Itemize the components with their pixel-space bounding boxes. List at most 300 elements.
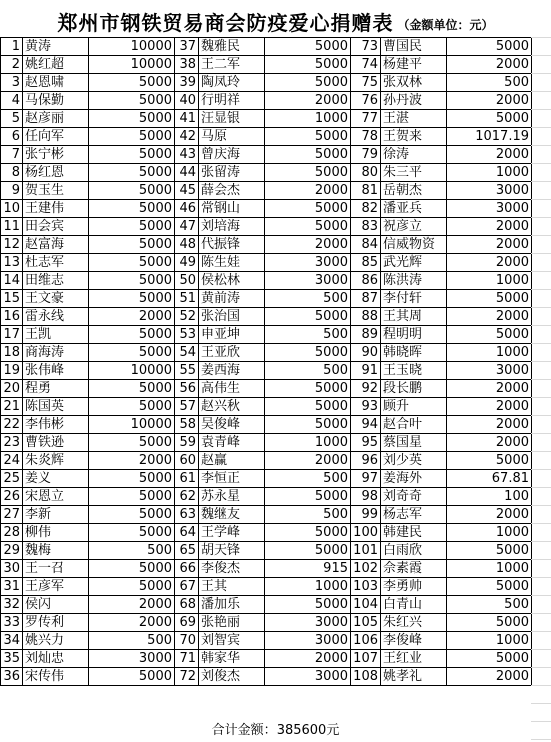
entry-number: 75 xyxy=(351,74,381,92)
donation-amount: 5000 xyxy=(265,488,351,506)
donation-amount: 5000 xyxy=(89,146,175,164)
donor-name: 姜义 xyxy=(23,470,89,488)
donor-name: 朱红兴 xyxy=(381,614,447,632)
donation-amount: 1000 xyxy=(447,164,532,182)
entry-number: 15 xyxy=(1,290,23,308)
donation-amount: 2000 xyxy=(447,218,532,236)
entry-number: 46 xyxy=(175,200,199,218)
table-row xyxy=(1,380,532,398)
entry-number: 24 xyxy=(1,452,23,470)
table-row xyxy=(1,218,532,236)
donor-name: 白青山 xyxy=(381,596,447,614)
donation-amount: 1000 xyxy=(265,434,351,452)
entry-number: 93 xyxy=(351,398,381,416)
table-row xyxy=(1,344,532,362)
donation-amount: 2000 xyxy=(447,434,532,452)
donation-amount: 2000 xyxy=(447,254,532,272)
entry-number: 71 xyxy=(175,650,199,668)
donation-amount: 2000 xyxy=(447,398,532,416)
donation-amount: 2000 xyxy=(89,614,175,632)
donation-amount: 2000 xyxy=(265,92,351,110)
donor-name: 刘培海 xyxy=(199,218,265,236)
entry-number: 89 xyxy=(351,326,381,344)
total-value: 385600元 xyxy=(276,723,340,738)
table-row xyxy=(1,632,532,650)
donor-name: 商海涛 xyxy=(23,344,89,362)
donor-name: 李俊峰 xyxy=(381,632,447,650)
donation-amount: 500 xyxy=(265,506,351,524)
donor-name: 张治国 xyxy=(199,308,265,326)
donor-name: 杜志军 xyxy=(23,254,89,272)
entry-number: 97 xyxy=(351,470,381,488)
donor-name: 蔡国星 xyxy=(381,434,447,452)
donor-name: 田维志 xyxy=(23,272,89,290)
donation-amount: 10000 xyxy=(89,362,175,380)
donation-amount: 1017.19 xyxy=(447,128,532,146)
entry-number: 32 xyxy=(1,596,23,614)
donation-amount: 5000 xyxy=(89,290,175,308)
donor-name: 吴俊峰 xyxy=(199,416,265,434)
donor-name: 代振锋 xyxy=(199,236,265,254)
donor-name: 赵兴秋 xyxy=(199,398,265,416)
page-title: 郑州市钢铁贸易商会防疫爱心捐赠表 xyxy=(57,11,394,35)
entry-number: 83 xyxy=(351,218,381,236)
table-row xyxy=(1,362,532,380)
donation-amount: 2000 xyxy=(447,146,532,164)
entry-number: 59 xyxy=(175,434,199,452)
table-row xyxy=(1,290,532,308)
donation-amount: 500 xyxy=(265,470,351,488)
donation-amount: 500 xyxy=(447,74,532,92)
donor-name: 魏梅 xyxy=(23,542,89,560)
donor-name: 侯松林 xyxy=(199,272,265,290)
entry-number: 95 xyxy=(351,434,381,452)
donation-amount: 5000 xyxy=(89,182,175,200)
table-row xyxy=(1,506,532,524)
entry-number: 72 xyxy=(175,668,199,686)
entry-number: 31 xyxy=(1,578,23,596)
donor-name: 刘俊杰 xyxy=(199,668,265,686)
donation-amount: 5000 xyxy=(89,254,175,272)
entry-number: 48 xyxy=(175,236,199,254)
donor-name: 李伟彬 xyxy=(23,416,89,434)
donation-amount: 5000 xyxy=(447,452,532,470)
donation-amount: 5000 xyxy=(265,56,351,74)
entry-number: 77 xyxy=(351,110,381,128)
donation-amount: 915 xyxy=(265,560,351,578)
entry-number: 68 xyxy=(175,596,199,614)
entry-number: 74 xyxy=(351,56,381,74)
donation-amount: 100 xyxy=(447,488,532,506)
donor-name: 王玉晓 xyxy=(381,362,447,380)
donor-name: 马原 xyxy=(199,128,265,146)
donor-name: 朱炎辉 xyxy=(23,452,89,470)
donation-amount: 5000 xyxy=(89,110,175,128)
donor-name: 高伟生 xyxy=(199,380,265,398)
donation-amount: 5000 xyxy=(447,578,532,596)
donation-amount: 5000 xyxy=(265,308,351,326)
donation-amount: 5000 xyxy=(89,524,175,542)
entry-number: 96 xyxy=(351,452,381,470)
entry-number: 38 xyxy=(175,56,199,74)
table-row xyxy=(1,470,532,488)
entry-number: 42 xyxy=(175,128,199,146)
table-row xyxy=(1,668,532,686)
donor-name: 刘奇奇 xyxy=(381,488,447,506)
donation-amount: 500 xyxy=(89,632,175,650)
entry-number: 8 xyxy=(1,164,23,182)
donation-amount: 5000 xyxy=(265,146,351,164)
entry-number: 41 xyxy=(175,110,199,128)
donation-amount: 5000 xyxy=(265,524,351,542)
entry-number: 3 xyxy=(1,74,23,92)
entry-number: 13 xyxy=(1,254,23,272)
donor-name: 姚红超 xyxy=(23,56,89,74)
donation-amount: 5000 xyxy=(89,380,175,398)
donation-amount: 2000 xyxy=(447,668,532,686)
donation-amount: 5000 xyxy=(89,506,175,524)
donation-amount: 1000 xyxy=(447,272,532,290)
donation-amount: 5000 xyxy=(89,218,175,236)
donation-amount: 5000 xyxy=(265,218,351,236)
entry-number: 99 xyxy=(351,506,381,524)
donor-name: 田会宾 xyxy=(23,218,89,236)
entry-number: 53 xyxy=(175,326,199,344)
entry-number: 82 xyxy=(351,200,381,218)
entry-number: 58 xyxy=(175,416,199,434)
donor-name: 魏雅民 xyxy=(199,38,265,56)
donation-amount: 2000 xyxy=(447,56,532,74)
entry-number: 23 xyxy=(1,434,23,452)
donor-name: 王彦军 xyxy=(23,578,89,596)
entry-number: 6 xyxy=(1,128,23,146)
donation-amount: 5000 xyxy=(265,344,351,362)
donor-name: 武光辉 xyxy=(381,254,447,272)
donor-name: 刘灿忠 xyxy=(23,650,89,668)
entry-number: 14 xyxy=(1,272,23,290)
donation-amount: 2000 xyxy=(447,308,532,326)
entry-number: 34 xyxy=(1,632,23,650)
entry-number: 9 xyxy=(1,182,23,200)
donation-amount: 2000 xyxy=(447,416,532,434)
entry-number: 52 xyxy=(175,308,199,326)
donor-name: 陈国英 xyxy=(23,398,89,416)
entry-number: 5 xyxy=(1,110,23,128)
donor-name: 马保勤 xyxy=(23,92,89,110)
donor-name: 王凯 xyxy=(23,326,89,344)
donation-amount: 5000 xyxy=(89,74,175,92)
donor-name: 程明明 xyxy=(381,326,447,344)
donation-amount: 2000 xyxy=(447,380,532,398)
entry-number: 94 xyxy=(351,416,381,434)
entry-number: 84 xyxy=(351,236,381,254)
donation-amount: 2000 xyxy=(89,596,175,614)
entry-number: 69 xyxy=(175,614,199,632)
donation-amount: 5000 xyxy=(265,416,351,434)
donation-amount: 3000 xyxy=(447,200,532,218)
donor-name: 韩家华 xyxy=(199,650,265,668)
table-row xyxy=(1,272,532,290)
entry-number: 44 xyxy=(175,164,199,182)
donor-name: 王二军 xyxy=(199,56,265,74)
donor-name: 陶凤玲 xyxy=(199,74,265,92)
entry-number: 64 xyxy=(175,524,199,542)
entry-number: 76 xyxy=(351,92,381,110)
donation-amount: 5000 xyxy=(89,272,175,290)
donation-amount: 5000 xyxy=(265,128,351,146)
donor-name: 赵富海 xyxy=(23,236,89,254)
table-row xyxy=(1,254,532,272)
table-row xyxy=(1,146,532,164)
table-row xyxy=(1,650,532,668)
donor-name: 姜海外 xyxy=(381,470,447,488)
table-row xyxy=(1,236,532,254)
entry-number: 67 xyxy=(175,578,199,596)
entry-number: 104 xyxy=(351,596,381,614)
donor-name: 刘少英 xyxy=(381,452,447,470)
entry-number: 11 xyxy=(1,218,23,236)
entry-number: 56 xyxy=(175,380,199,398)
donor-name: 岳朝杰 xyxy=(381,182,447,200)
entry-number: 37 xyxy=(175,38,199,56)
title-row xyxy=(0,0,551,36)
donor-name: 宋传伟 xyxy=(23,668,89,686)
table-row xyxy=(1,434,532,452)
entry-number: 21 xyxy=(1,398,23,416)
entry-number: 49 xyxy=(175,254,199,272)
donation-amount: 1000 xyxy=(265,578,351,596)
donor-name: 朱三平 xyxy=(381,164,447,182)
total-row xyxy=(0,719,551,738)
entry-number: 2 xyxy=(1,56,23,74)
donation-amount: 500 xyxy=(447,596,532,614)
entry-number: 102 xyxy=(351,560,381,578)
donor-name: 王建伟 xyxy=(23,200,89,218)
donation-amount: 500 xyxy=(265,362,351,380)
donation-amount: 5000 xyxy=(89,578,175,596)
donation-amount: 500 xyxy=(265,290,351,308)
entry-number: 36 xyxy=(1,668,23,686)
table-row xyxy=(1,200,532,218)
donor-name: 韩晓晖 xyxy=(381,344,447,362)
donation-amount: 5000 xyxy=(89,488,175,506)
donor-name: 王亚欣 xyxy=(199,344,265,362)
donation-amount: 3000 xyxy=(265,272,351,290)
donor-name: 李付轩 xyxy=(381,290,447,308)
entry-number: 105 xyxy=(351,614,381,632)
entry-number: 80 xyxy=(351,164,381,182)
table-row xyxy=(1,326,532,344)
donation-amount: 5000 xyxy=(89,128,175,146)
donor-name: 罗传利 xyxy=(23,614,89,632)
entry-number: 45 xyxy=(175,182,199,200)
donor-name: 任向军 xyxy=(23,128,89,146)
table-row xyxy=(1,578,532,596)
entry-number: 26 xyxy=(1,488,23,506)
donation-amount: 5000 xyxy=(265,380,351,398)
donation-amount: 5000 xyxy=(447,614,532,632)
donation-amount: 5000 xyxy=(89,668,175,686)
donation-amount: 10000 xyxy=(89,38,175,56)
donor-name: 杨红恩 xyxy=(23,164,89,182)
donor-name: 胡天锋 xyxy=(199,542,265,560)
entry-number: 33 xyxy=(1,614,23,632)
donation-amount: 2000 xyxy=(265,452,351,470)
entry-number: 47 xyxy=(175,218,199,236)
donor-name: 赵合叶 xyxy=(381,416,447,434)
donation-amount: 5000 xyxy=(265,74,351,92)
donor-name: 韩建民 xyxy=(381,524,447,542)
donor-name: 姚孝礼 xyxy=(381,668,447,686)
entry-number: 98 xyxy=(351,488,381,506)
entry-number: 39 xyxy=(175,74,199,92)
entry-number: 1 xyxy=(1,38,23,56)
donation-amount: 5000 xyxy=(447,650,532,668)
entry-number: 85 xyxy=(351,254,381,272)
donor-name: 李新 xyxy=(23,506,89,524)
donation-amount: 5000 xyxy=(265,200,351,218)
donation-amount: 5000 xyxy=(447,542,532,560)
table-row xyxy=(1,542,532,560)
entry-number: 19 xyxy=(1,362,23,380)
donor-name: 杨志军 xyxy=(381,506,447,524)
donor-name: 曾庆海 xyxy=(199,146,265,164)
table-row xyxy=(1,614,532,632)
donation-amount: 2000 xyxy=(447,506,532,524)
donation-amount: 1000 xyxy=(265,110,351,128)
entry-number: 107 xyxy=(351,650,381,668)
donation-amount: 5000 xyxy=(89,470,175,488)
donor-name: 赵恩啸 xyxy=(23,74,89,92)
donor-name: 宋恩立 xyxy=(23,488,89,506)
donor-name: 姚兴力 xyxy=(23,632,89,650)
donor-name: 刘智宾 xyxy=(199,632,265,650)
donor-name: 孙丹波 xyxy=(381,92,447,110)
sheet-gridlines xyxy=(531,37,551,742)
donor-name: 潘加乐 xyxy=(199,596,265,614)
entry-number: 106 xyxy=(351,632,381,650)
donation-amount: 2000 xyxy=(447,236,532,254)
donation-amount: 67.81 xyxy=(447,470,532,488)
donor-name: 潘亚兵 xyxy=(381,200,447,218)
donation-amount: 5000 xyxy=(265,164,351,182)
entry-number: 108 xyxy=(351,668,381,686)
entry-number: 35 xyxy=(1,650,23,668)
entry-number: 70 xyxy=(175,632,199,650)
entry-number: 54 xyxy=(175,344,199,362)
entry-number: 65 xyxy=(175,542,199,560)
donation-amount: 2000 xyxy=(265,650,351,668)
donation-amount: 5000 xyxy=(89,344,175,362)
donor-name: 曹国民 xyxy=(381,38,447,56)
donation-amount: 5000 xyxy=(89,200,175,218)
donation-amount: 3000 xyxy=(447,182,532,200)
donation-amount: 1000 xyxy=(447,560,532,578)
entry-number: 43 xyxy=(175,146,199,164)
donor-name: 李勇帅 xyxy=(381,578,447,596)
donor-name: 申亚坤 xyxy=(199,326,265,344)
donation-amount: 3000 xyxy=(265,254,351,272)
entry-number: 30 xyxy=(1,560,23,578)
total-label: 合计金额： xyxy=(211,723,277,738)
donor-name: 张双林 xyxy=(381,74,447,92)
donor-name: 王一召 xyxy=(23,560,89,578)
donor-name: 王学峰 xyxy=(199,524,265,542)
donor-name: 汪显银 xyxy=(199,110,265,128)
table-row xyxy=(1,452,532,470)
entry-number: 27 xyxy=(1,506,23,524)
donation-amount: 5000 xyxy=(447,38,532,56)
donation-amount: 5000 xyxy=(89,236,175,254)
table-row xyxy=(1,488,532,506)
entry-number: 29 xyxy=(1,542,23,560)
table-row xyxy=(1,524,532,542)
donor-name: 王红业 xyxy=(381,650,447,668)
donation-amount: 3000 xyxy=(265,668,351,686)
donation-amount: 5000 xyxy=(447,326,532,344)
table-row xyxy=(1,560,532,578)
entry-number: 73 xyxy=(351,38,381,56)
entry-number: 87 xyxy=(351,290,381,308)
entry-number: 101 xyxy=(351,542,381,560)
entry-number: 4 xyxy=(1,92,23,110)
donation-amount: 2000 xyxy=(265,182,351,200)
entry-number: 20 xyxy=(1,380,23,398)
table-body xyxy=(1,38,532,686)
entry-number: 78 xyxy=(351,128,381,146)
donation-amount: 1000 xyxy=(447,344,532,362)
table-row xyxy=(1,128,532,146)
donation-amount: 3000 xyxy=(447,362,532,380)
donor-name: 程勇 xyxy=(23,380,89,398)
entry-number: 62 xyxy=(175,488,199,506)
entry-number: 51 xyxy=(175,290,199,308)
entry-number: 86 xyxy=(351,272,381,290)
donation-amount: 10000 xyxy=(89,416,175,434)
donor-name: 魏继友 xyxy=(199,506,265,524)
donor-name: 雷永线 xyxy=(23,308,89,326)
entry-number: 18 xyxy=(1,344,23,362)
donation-amount: 5000 xyxy=(265,596,351,614)
table-row xyxy=(1,416,532,434)
donor-name: 赵彦丽 xyxy=(23,110,89,128)
entry-number: 60 xyxy=(175,452,199,470)
entry-number: 79 xyxy=(351,146,381,164)
table-row xyxy=(1,182,532,200)
donor-name: 陈生娃 xyxy=(199,254,265,272)
table-row xyxy=(1,596,532,614)
donor-name: 王文豪 xyxy=(23,290,89,308)
donor-name: 姜西海 xyxy=(199,362,265,380)
entry-number: 25 xyxy=(1,470,23,488)
table-row xyxy=(1,398,532,416)
entry-number: 66 xyxy=(175,560,199,578)
donation-amount: 5000 xyxy=(89,434,175,452)
donor-name: 黄涛 xyxy=(23,38,89,56)
donor-name: 杨建平 xyxy=(381,56,447,74)
donor-name: 李俊杰 xyxy=(199,560,265,578)
donation-amount: 500 xyxy=(265,326,351,344)
table-row xyxy=(1,308,532,326)
donor-name: 贺玉生 xyxy=(23,182,89,200)
donor-name: 王其 xyxy=(199,578,265,596)
donation-amount: 2000 xyxy=(447,92,532,110)
donation-amount: 5000 xyxy=(265,542,351,560)
entry-number: 100 xyxy=(351,524,381,542)
entry-number: 50 xyxy=(175,272,199,290)
donor-name: 薛会杰 xyxy=(199,182,265,200)
donation-amount: 5000 xyxy=(265,38,351,56)
